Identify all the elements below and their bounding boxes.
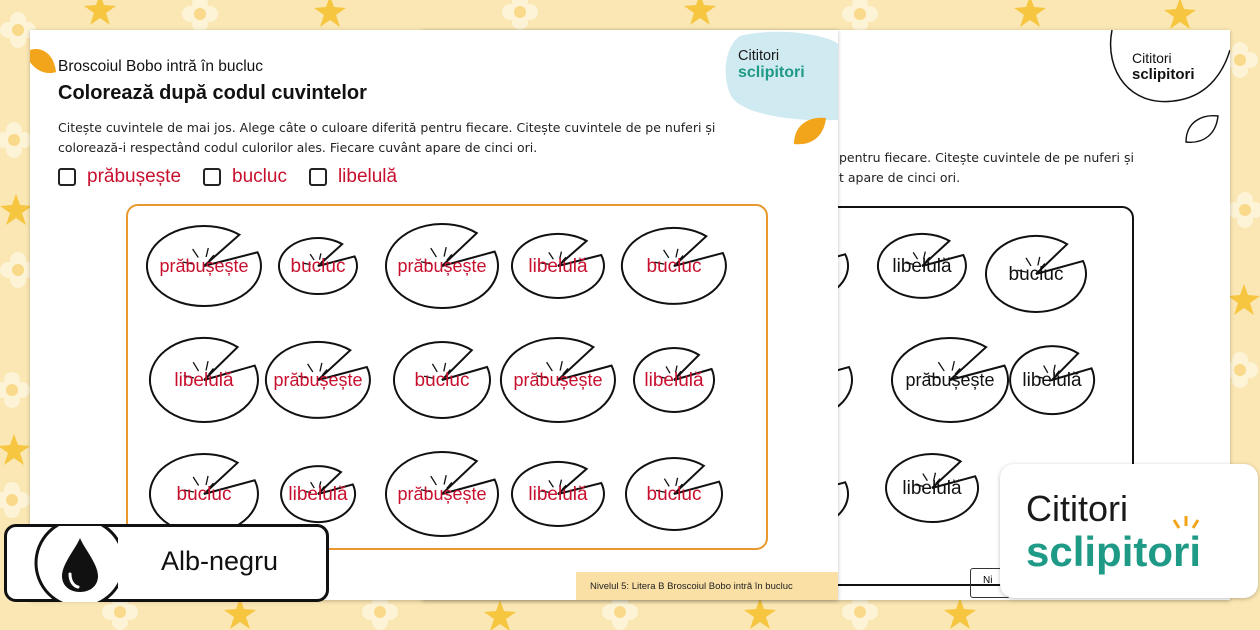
worksheet-color xyxy=(30,30,838,600)
lilypad-word: bucluc xyxy=(414,370,470,391)
lilypad[interactable] xyxy=(281,466,355,522)
legend-word: libelulă xyxy=(337,166,398,187)
lilypad[interactable] xyxy=(878,234,966,298)
lilypad[interactable] xyxy=(986,236,1086,312)
lilypad[interactable] xyxy=(266,342,370,418)
lilypad[interactable] xyxy=(501,338,615,422)
lilypad[interactable] xyxy=(150,454,258,534)
lilypad[interactable] xyxy=(279,238,357,294)
lilypad-word: prăbușește xyxy=(159,256,249,276)
front-logo-line2: sclipitori xyxy=(738,64,805,81)
lilypad-word: libelulă xyxy=(288,484,348,505)
lilypad-word: libelulă xyxy=(892,256,952,277)
back-footer: Ni xyxy=(970,568,1010,598)
lilypad-word: libelulă xyxy=(644,370,704,391)
worksheet-subtitle: Broscoiul Bobo intră în bucluc xyxy=(58,58,264,75)
lilypad[interactable] xyxy=(147,226,261,306)
lilypad-word: bucluc xyxy=(290,256,346,277)
lilypad[interactable] xyxy=(622,228,726,304)
lilypad[interactable] xyxy=(386,224,498,308)
lilypad[interactable] xyxy=(626,458,722,530)
brand-line2: sclipitori xyxy=(1026,528,1202,575)
back-logo-line2: sclipitori xyxy=(1132,66,1195,83)
back-instructions-line1: pentru fiecare. Citește cuvintele de pe nuferi și xyxy=(839,150,1134,165)
front-logo-line1: Cititori xyxy=(738,48,780,64)
lilypad[interactable] xyxy=(886,454,978,522)
badge-label: Alb-negru xyxy=(161,546,279,576)
sparkle-icon xyxy=(1168,514,1204,536)
ink-drop-icon xyxy=(6,526,118,602)
lilypad[interactable] xyxy=(394,342,490,418)
brand-card xyxy=(1000,464,1258,598)
lilypad-word: prăbușește xyxy=(397,256,487,276)
back-instructions-line2: t apare de cinci ori. xyxy=(839,170,961,185)
lilypad[interactable] xyxy=(386,452,498,536)
lilypad-word: prăbușește xyxy=(397,484,487,504)
lilypad-word: bucluc xyxy=(1008,264,1064,285)
lilypad-word: bucluc xyxy=(646,256,702,277)
lilypad-word: prăbușește xyxy=(513,370,603,390)
lilypad[interactable] xyxy=(1010,346,1094,414)
lilypad-word: bucluc xyxy=(176,484,232,505)
lilypad-word: libelulă xyxy=(528,256,588,277)
worksheet-title: Colorează după codul cuvintelor xyxy=(58,82,367,104)
front-instructions-line2: colorează-i respectând codul culorilor ales. Fiecare cuvânt apare de cinci ori. xyxy=(58,140,538,155)
bw-version-badge xyxy=(4,524,329,602)
front-instructions-line1: Citește cuvintele de mai jos. Alege câte o culoare diferită pentru fiecare. Citește cuvintele de pe nuferi și xyxy=(58,120,716,135)
lilypad-word: prăbușește xyxy=(905,370,995,390)
lilypad-word: libelulă xyxy=(1022,370,1082,391)
lilypad-word: libelulă xyxy=(528,484,588,505)
back-logo-line1: Cititori xyxy=(1132,50,1172,66)
lilypad[interactable] xyxy=(892,338,1008,422)
lilypad[interactable] xyxy=(512,234,604,298)
lilypad-word: libelulă xyxy=(174,370,234,391)
lilypad-word: bucluc xyxy=(646,484,702,505)
worksheet-footer: Nivelul 5: Litera B Broscoiul Bobo intră în bucluc xyxy=(576,572,838,600)
legend-word: prăbușește xyxy=(87,166,182,187)
lilypad[interactable] xyxy=(150,338,258,422)
lilypad[interactable] xyxy=(512,462,604,526)
lilypad-word: libelulă xyxy=(902,478,962,499)
brand-line1: Cititori xyxy=(1026,488,1129,529)
lilypads xyxy=(30,30,838,600)
lilypad[interactable] xyxy=(634,348,714,412)
legend-word: bucluc xyxy=(232,166,287,187)
lilypad-word: prăbușește xyxy=(273,370,363,390)
